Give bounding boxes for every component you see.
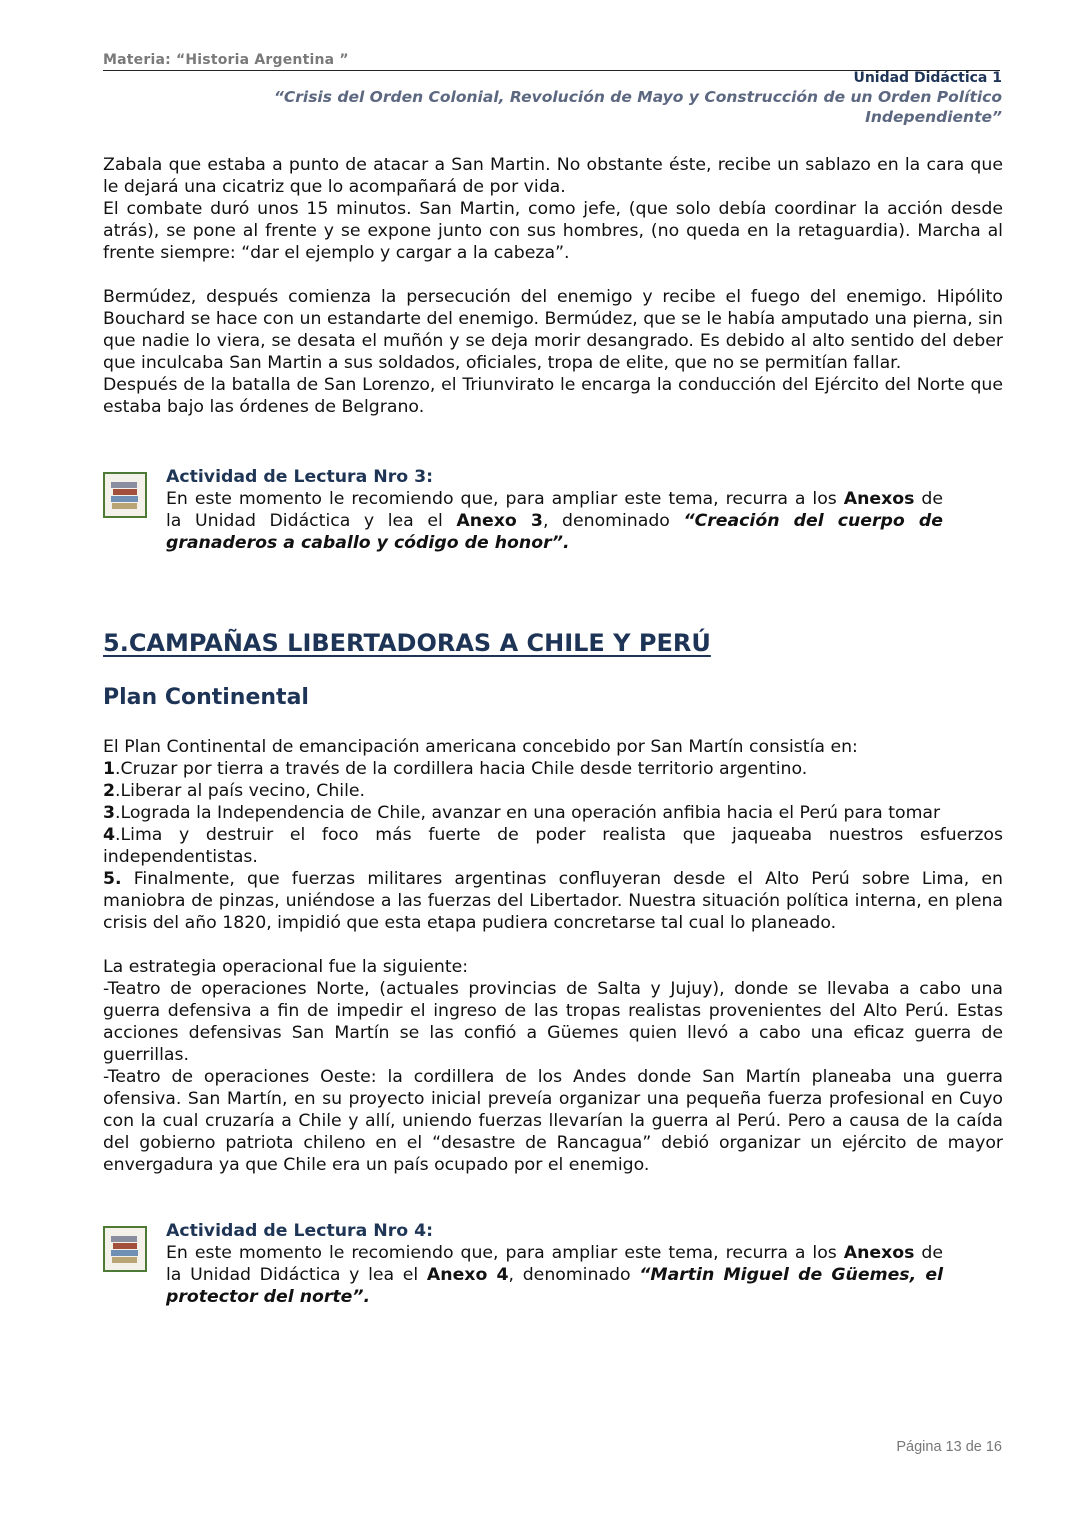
header-subject: Materia: “Historia Argentina ” — [103, 52, 349, 68]
paragraph: Zabala que estaba a punto de atacar a San Martin. No obstante éste, recibe un sablazo en la cara que le dejará una cicatriz que lo acompañará de por vida. — [103, 155, 1003, 197]
header-unit: Unidad Didáctica 1 — [853, 70, 1002, 86]
list-item: 1.Cruzar por tierra a través de la cordillera hacia Chile desde territorio argentino. — [103, 759, 808, 779]
header-unit-block — [274, 70, 1002, 127]
paragraph: El combate duró unos 15 minutos. San Martin, como jefe, (que solo debía coordinar la acción desde atrás), se pone al frente y se expone junto con sus hombres, (no queda en la retaguardia). Marcha al frente siempre: “dar el ejemplo y cargar a la cabeza”. — [103, 199, 1003, 263]
paragraph: Bermúdez, después comienza la persecución del enemigo y recibe el fuego del enemigo. Hipólito Bouchard se hace con un estandarte del enemigo. Bermúdez, que se le había amputado una pierna, sin que nadie lo viera, se desata el muñón y se deja morir desangrado. Es debido al alto sentido del deber que inculcaba San Martin a sus soldados, oficiales, tropa de elite, que no se permitían fallar. — [103, 287, 1003, 373]
paragraph: -Teatro de operaciones Norte, (actuales provincias de Salta y Jujuy), donde se llevaba a cabo una guerra defensiva a fin de impedir el ingreso de las tropas realistas provenientes del Alto Perú. Estas acciones defensivas San Martín se las confió a Güemes quien llevó a cabo una eficaz guerra de guerrillas. — [103, 979, 1003, 1065]
activity-title: Actividad de Lectura Nro 4: — [166, 1221, 434, 1241]
activity-text — [166, 1220, 943, 1308]
activity-title: Actividad de Lectura Nro 3: — [166, 467, 434, 487]
activity-body: En este momento le recomiendo que, para ampliar este tema, recurra a los Anexos de la Unidad Didáctica y lea el Anexo 3, denominado “Creación del cuerpo de granaderos a caballo y código de honor”. — [166, 489, 944, 553]
subsection-heading: Plan Continental — [103, 685, 309, 710]
list-item: 3.Lograda la Independencia de Chile, avanzar en una operación anfibia hacia el Perú para tomar — [103, 803, 941, 823]
section-heading: 5.CAMPAÑAS LIBERTADORAS A CHILE Y PERÚ — [103, 629, 711, 657]
activity-body: En este momento le recomiendo que, para ampliar este tema, recurra a los Anexos de la Unidad Didáctica y lea el Anexo 4, denominado “Martin Miguel de Güemes, el protector del norte”. — [166, 1243, 943, 1307]
paragraph: El Plan Continental de emancipación americana concebido por San Martín consistía en: — [103, 737, 858, 757]
list-item: 2.Liberar al país vecino, Chile. — [103, 781, 366, 801]
page-number: Página 13 de 16 — [896, 1439, 1002, 1455]
list-item: 5. Finalmente, que fuerzas militares argentinas confluyeran desde el Alto Perú sobre Lima, en maniobra de pinzas, uniéndose a las fuerzas del Libertador. Nuestra situación política interna, en plena crisis del año 1820, impidió que esta etapa pudiera concretarse tal cual lo planeado. — [103, 869, 1003, 933]
activity-text — [166, 466, 943, 554]
reading-activity-3 — [103, 466, 1003, 570]
paragraph: -Teatro de operaciones Oeste: la cordillera de los Andes donde San Martín planeaba una guerra ofensiva. San Martín, en su proyecto inicial preveía organizar una pequeña fuerza profesional en Cuyo con la cual cruzaría a Chile y allí, uniendo fuerzas llevarían la guerra al Perú. Pero a causa de la caída del gobierno patriota chileno en el “desastre de Rancagua” debió organizar un ejército de mayor envergadura ya que Chile era un país ocupado por el enemigo. — [103, 1067, 1003, 1175]
books-icon — [103, 1226, 147, 1272]
header-unit-title-line1: “Crisis del Orden Colonial, Revolución de Mayo y Construcción de un Orden Político — [273, 88, 1002, 106]
paragraph: La estrategia operacional fue la siguiente: — [103, 957, 469, 977]
list-item: 4.Lima y destruir el foco más fuerte de poder realista que jaqueaba nuestros esfuerzos independentistas. — [103, 825, 1003, 867]
books-icon — [103, 472, 147, 518]
main-content — [103, 154, 1003, 1324]
paragraph: Después de la batalla de San Lorenzo, el Triunvirato le encarga la conducción del Ejército del Norte que estaba bajo las órdenes de Belgrano. — [103, 375, 1003, 417]
header-unit-title-line2: Independiente” — [865, 108, 1002, 126]
reading-activity-4 — [103, 1220, 1003, 1324]
